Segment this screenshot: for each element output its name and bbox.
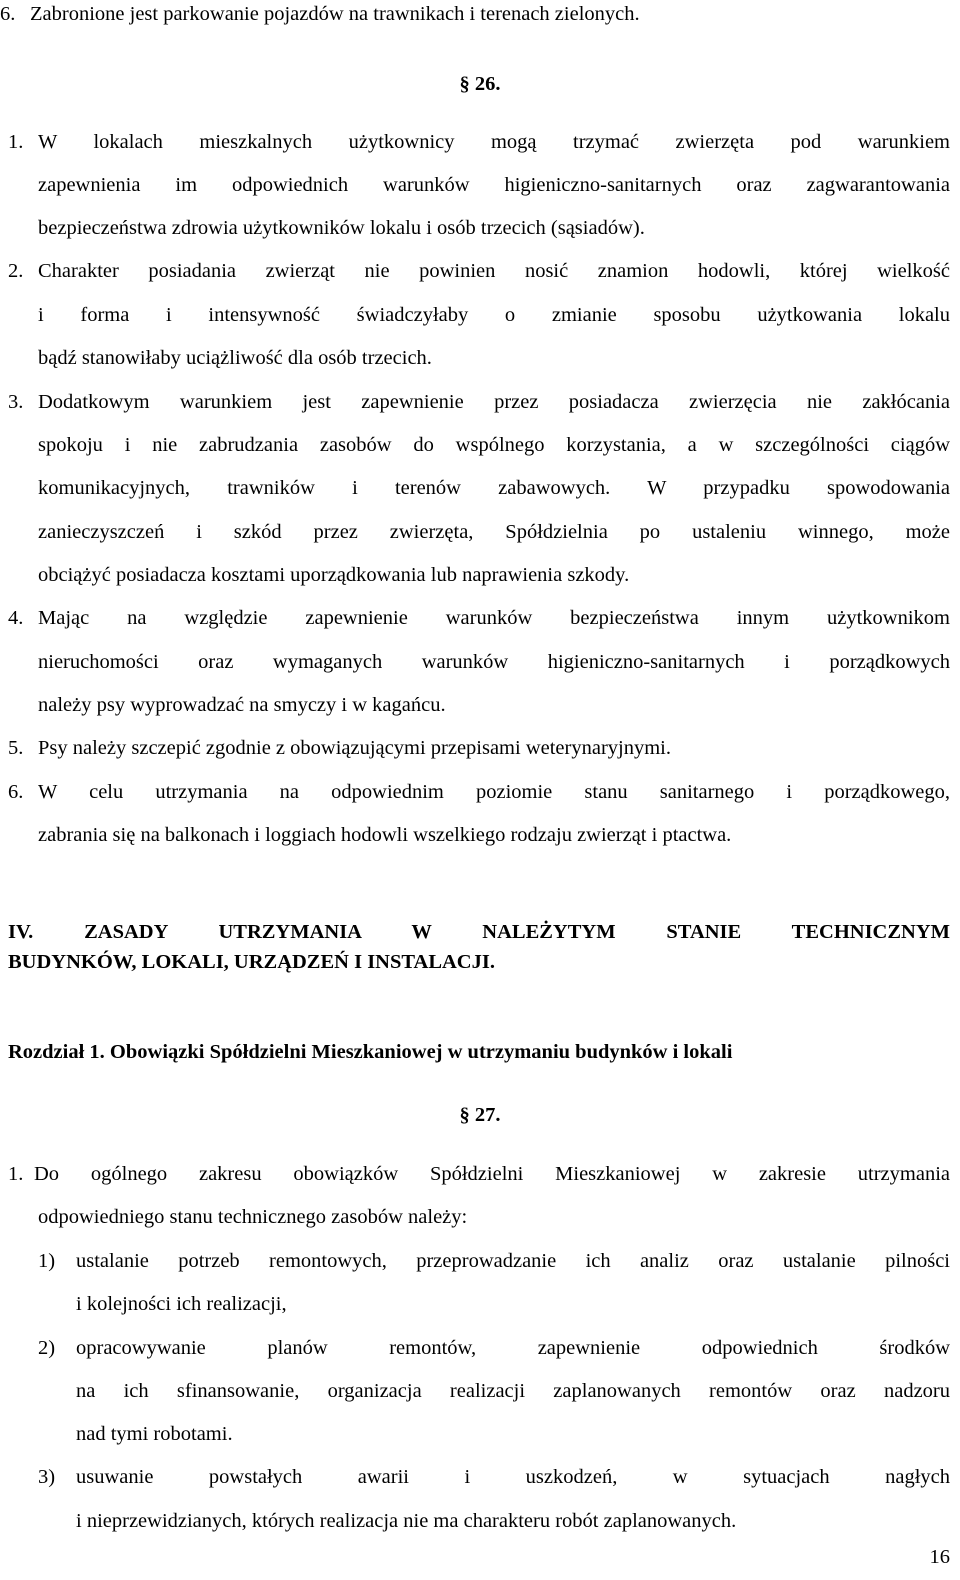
paragraph-line: obciążyć posiadacza kosztami uporządkowania lub naprawienia szkody. [38,564,630,586]
rozdzial-heading: Rozdział 1. Obowiązki Spółdzielni Mieszkaniowej w utrzymaniu budynków i lokali [8,1041,733,1063]
page-number: 16 [929,1546,950,1568]
paragraph-line: i nieprzewidzianych, których realizacja nie ma charakteru robót zaplanowanych. [76,1510,737,1532]
section-heading: § 27. [459,1104,501,1126]
paragraph-line: i kolejności ich realizacji, [76,1293,287,1315]
paragraph-line: usuwanie powstałych awarii i uszkodzeń, w sytuacjach nagłych [76,1466,950,1488]
paragraph-line: Mając na względzie zapewnienie warunków bezpieczeństwa innym użytkownikom [38,607,950,629]
paragraph-line: na ich sfinansowanie, organizacja realizacji zaplanowanych remontów oraz nadzoru [76,1380,950,1402]
item-number: 6. [0,3,16,25]
item-number: 1. [8,131,24,153]
paragraph-line: Do ogólnego zakresu obowiązków Spółdzielni Mieszkaniowej w zakresie utrzymania [34,1163,950,1185]
paragraph-line: odpowiedniego stanu technicznego zasobów należy: [38,1206,468,1228]
paragraph-line: spokoju i nie zabrudzania zasobów do wspólnego korzystania, a w szczególności ciągów [38,434,950,456]
paragraph-line: Dodatkowym warunkiem jest zapewnienie przez posiadacza zwierzęcia nie zakłócania [38,391,950,413]
subitem-number: 1) [38,1250,56,1272]
paragraph-line: bezpieczeństwa zdrowia użytkowników lokalu i osób trzecich (sąsiadów). [38,217,645,239]
subitem-number: 2) [38,1337,56,1359]
item-number: 2. [8,260,24,282]
item-number: 4. [8,607,24,629]
paragraph-line: W lokalach mieszkalnych użytkownicy mogą trzymać zwierzęta pod warunkiem [38,131,950,153]
paragraph-line: bądź stanowiłaby uciążliwość dla osób trzecich. [38,347,432,369]
chapter-title-line: BUDYNKÓW, LOKALI, URZĄDZEŃ I INSTALACJI. [8,951,495,973]
paragraph-line: Psy należy szczepić zgodnie z obowiązującymi przepisami weterynaryjnymi. [38,737,671,759]
paragraph-line: nieruchomości oraz wymaganych warunków higieniczno-sanitarnych i porządkowych [38,651,950,673]
item-number: 6. [8,781,24,803]
item-number: 1. [8,1163,24,1185]
item-number: 5. [8,737,24,759]
subitem-number: 3) [38,1466,56,1488]
paragraph-line: należy psy wyprowadzać na smyczy i w kagańcu. [38,694,446,716]
paragraph-line: zanieczyszczeń i szkód przez zwierzęta, Spółdzielnia po ustaleniu winnego, może [38,521,950,543]
paragraph-line: komunikacyjnych, trawników i terenów zabawowych. W przypadku spowodowania [38,477,950,499]
chapter-title-line: IV. ZASADY UTRZYMANIA W NALEŻYTYM STANIE TECHNICZNYM [8,921,950,943]
paragraph-line: i forma i intensywność świadczyłaby o zmianie sposobu użytkowania lokalu [38,304,950,326]
paragraph-line: zapewnienia im odpowiednich warunków higieniczno-sanitarnych oraz zagwarantowania [38,174,950,196]
paragraph-line: ustalanie potrzeb remontowych, przeprowadzanie ich analiz oraz ustalanie pilności [76,1250,950,1272]
item-number: 3. [8,391,24,413]
paragraph-line: opracowywanie planów remontów, zapewnienie odpowiednich środków [76,1337,950,1359]
item-text: Zabronione jest parkowanie pojazdów na trawnikach i terenach zielonych. [30,3,640,25]
paragraph-line: Charakter posiadania zwierząt nie powinien nosić znamion hodowli, której wielkość [38,260,950,282]
paragraph-line: zabrania się na balkonach i loggiach hodowli wszelkiego rodzaju zwierząt i ptactwa. [38,824,732,846]
paragraph-line: nad tymi robotami. [76,1423,233,1445]
section-heading: § 26. [459,73,501,95]
paragraph-line: W celu utrzymania na odpowiednim poziomie stanu sanitarnego i porządkowego, [38,781,950,803]
